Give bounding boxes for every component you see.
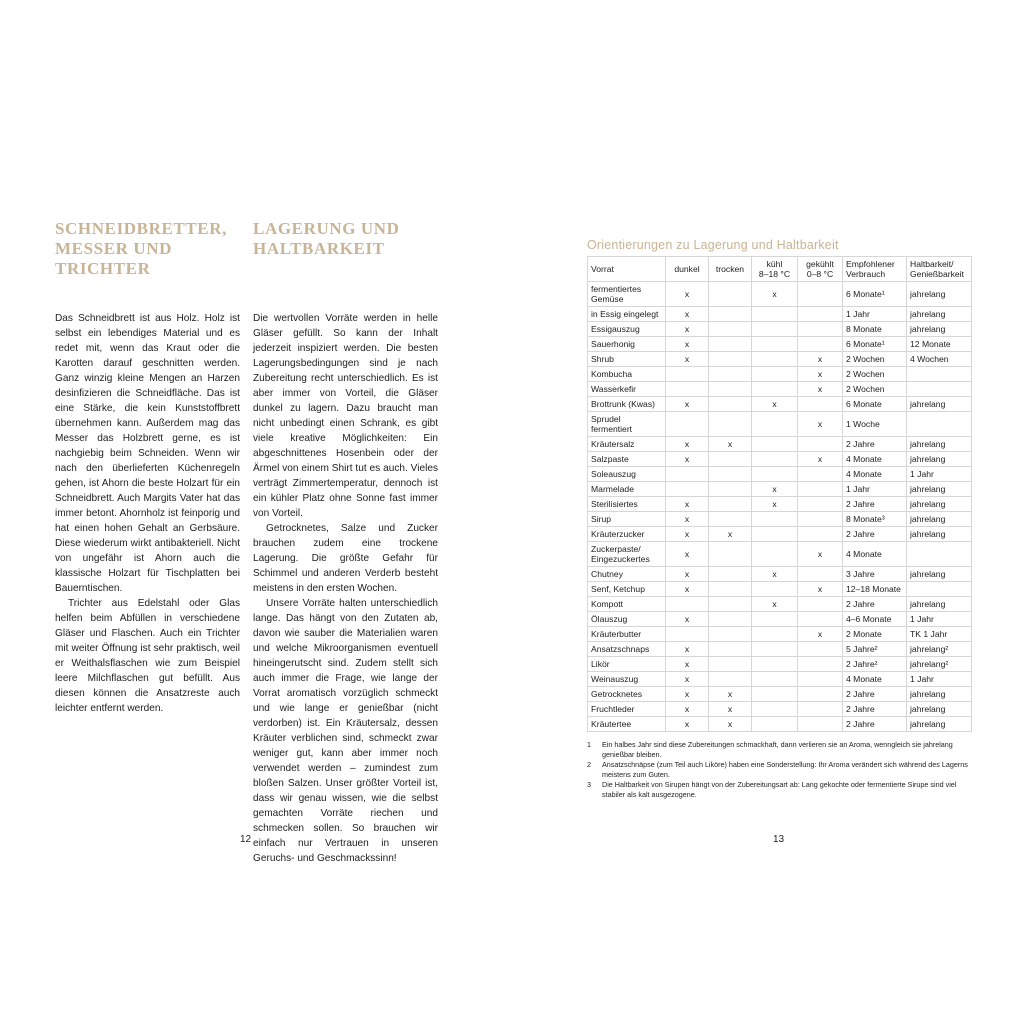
table-cell: x xyxy=(798,412,843,437)
table-cell: jahrelang xyxy=(907,322,972,337)
table-cell: jahrelang² xyxy=(907,642,972,657)
table-row xyxy=(588,567,972,582)
table-row xyxy=(588,582,972,597)
column-header: dunkel xyxy=(666,257,709,282)
table-cell xyxy=(709,352,752,367)
row-label: Sprudel fermentiert xyxy=(588,412,666,437)
column-header: trocken xyxy=(709,257,752,282)
table-cell xyxy=(666,412,709,437)
table-cell xyxy=(752,582,798,597)
table-cell xyxy=(907,412,972,437)
table-cell xyxy=(798,717,843,732)
row-label: Kräutertee xyxy=(588,717,666,732)
table-cell xyxy=(798,467,843,482)
row-label: in Essig eingelegt xyxy=(588,307,666,322)
table-cell: 8 Monate xyxy=(843,322,907,337)
table-cell xyxy=(907,542,972,567)
table-cell: 4 Monate xyxy=(843,672,907,687)
table-row xyxy=(588,482,972,497)
paragraph: Unsere Vorräte halten unterschiedlich lange. Das hängt von den Zutaten ab, davon wie sauber die Materialien waren und welche Mikroorganismen eventuell hineingerutscht sind. Zudem stellt sich auch immer die Frage, wie lange der Vorrat aromatisch vorzüglich schmeckt und wie lange er genießbar (nicht verdorben) ist. Ein Kräutersalz, dessen Kräuter verblichen sind, schmeckt zwar weniger gut, kann aber immer noch verwendet werden – zumindest zum bloßen Salzen. Unser größter Vorteil ist, dass wir genau wissen, wie die selbst gemachten Vorräte riechen und schmecken sollen. So brauchen wir einfach nur Vertrauen in unseren Geruchs- und Geschmackssinn! xyxy=(253,598,438,864)
table-cell xyxy=(709,467,752,482)
footnote xyxy=(587,760,973,779)
table-cell: 2 Jahre xyxy=(843,527,907,542)
table-cell: x xyxy=(666,642,709,657)
table-cell: 4 Monate xyxy=(843,467,907,482)
table-cell xyxy=(709,382,752,397)
table-cell: x xyxy=(798,352,843,367)
heading-lagerung xyxy=(253,219,400,259)
table-cell xyxy=(798,612,843,627)
table-row xyxy=(588,307,972,322)
table-cell xyxy=(752,512,798,527)
table-cell: x xyxy=(666,397,709,412)
table-cell: x xyxy=(798,452,843,467)
table-header-row xyxy=(588,257,972,282)
table-cell xyxy=(798,597,843,612)
table-cell: x xyxy=(666,352,709,367)
table-cell: x xyxy=(798,582,843,597)
table-cell: x xyxy=(666,307,709,322)
table-cell: jahrelang xyxy=(907,597,972,612)
heading-line: HALTBARKEIT xyxy=(253,239,385,258)
table-cell: 2 Jahre² xyxy=(843,657,907,672)
table-cell xyxy=(798,497,843,512)
table-row xyxy=(588,687,972,702)
column-header: Haltbarkeit/ Genießbarkeit xyxy=(907,257,972,282)
table-row xyxy=(588,337,972,352)
column-header: kühl 8–18 °C xyxy=(752,257,798,282)
table-row xyxy=(588,322,972,337)
row-label: Getrocknetes xyxy=(588,687,666,702)
footnote-number: 2 xyxy=(587,760,591,769)
table-cell: 2 Jahre xyxy=(843,597,907,612)
table-cell xyxy=(752,687,798,702)
table-cell: x xyxy=(709,527,752,542)
column-header: Vorrat xyxy=(588,257,666,282)
footnotes xyxy=(587,740,973,800)
table-cell xyxy=(709,642,752,657)
table-cell: jahrelang² xyxy=(907,657,972,672)
table-cell xyxy=(709,627,752,642)
table-cell: x xyxy=(666,717,709,732)
table-cell xyxy=(752,612,798,627)
table-cell: x xyxy=(752,282,798,307)
table-cell xyxy=(709,452,752,467)
footnote-text: Ein halbes Jahr sind diese Zubereitungen schmackhaft, dann verlieren sie an Aroma, wenngleich sie jahrelang genießbar bleiben. xyxy=(602,740,953,759)
table-cell: 1 Woche xyxy=(843,412,907,437)
table-row xyxy=(588,642,972,657)
table-cell: 12–18 Monate xyxy=(843,582,907,597)
table-cell: x xyxy=(666,567,709,582)
table-row xyxy=(588,382,972,397)
table-cell: 1 Jahr xyxy=(907,467,972,482)
heading-schneidbretter xyxy=(55,219,227,279)
row-label: Sirup xyxy=(588,512,666,527)
table-cell xyxy=(752,452,798,467)
table-row xyxy=(588,282,972,307)
table-cell xyxy=(798,437,843,452)
table-row xyxy=(588,717,972,732)
paragraph: Die wertvollen Vorräte werden in helle Gläser gefüllt. So kann der Inhalt jederzeit inspiziert werden. Die besten Lagerungsbedingungen sind je nach Zubereitung recht unterschiedlich. Es ist aber immer von Vorteil, die Gläser dunkel zu lagern. Dazu braucht man nicht unbedingt einen Schrank, es gibt viele kreative Möglichkeiten: Ein abgeschnittenes Hosenbein oder der Ärmel von einem Shirt tut es auch. Vieles verträgt Zimmertemperatur, dennoch ist ein kühler Platz ohne Sonne fast immer von Vorteil. xyxy=(253,313,438,519)
table-cell xyxy=(798,397,843,412)
table-cell: x xyxy=(666,612,709,627)
footnote xyxy=(587,740,973,759)
table-cell xyxy=(752,627,798,642)
table-cell: x xyxy=(798,382,843,397)
row-label: Likör xyxy=(588,657,666,672)
row-label: Kombucha xyxy=(588,367,666,382)
row-label: Fruchtleder xyxy=(588,702,666,717)
table-cell: TK 1 Jahr xyxy=(907,627,972,642)
table-cell xyxy=(709,497,752,512)
table-cell: x xyxy=(666,542,709,567)
table-cell: 6 Monate xyxy=(843,397,907,412)
table-row xyxy=(588,497,972,512)
paragraph: Das Schneidbrett ist aus Holz. Holz ist selbst ein lebendiges Material und es redet mit, wenn das Kraut oder die Karotten darauf geschnitten werden. Ganz winzig kleine Mengen an Harzen desinfizieren die Schneidfläche. Das ist eine Stärke, die kein Kunststoffbrett übernehmen kann. Außerdem mag das Messer das Holzbrett gerne, es ist nachgiebig beim Schneiden. Wenn wir nach den überlieferten Küchenregeln gehen, ist Ahorn die beste Holzart für ein Schneidbrett. Auch Margits Vater hat das immer betont. Ahornholz ist feinporig und hat einen hohen Gehalt an Gerbsäure. Diese wiederum wirkt antibakteriell. Nicht von ungefähr ist Ahorn auch die klassische Holzart für Tischplatten bei Bauerntischen. xyxy=(55,313,240,594)
row-label: Wasserkefir xyxy=(588,382,666,397)
table-row xyxy=(588,527,972,542)
table-cell: jahrelang xyxy=(907,307,972,322)
table-cell xyxy=(752,642,798,657)
table-row xyxy=(588,452,972,467)
table-cell: x xyxy=(709,717,752,732)
heading-line: SCHNEIDBRETTER, xyxy=(55,219,227,238)
table-cell xyxy=(666,367,709,382)
table-cell xyxy=(798,322,843,337)
table-cell: 2 Wochen xyxy=(843,382,907,397)
table-cell xyxy=(907,582,972,597)
row-label: Sauerhonig xyxy=(588,337,666,352)
footnote-text: Die Haltbarkeit von Sirupen hängt von der Zubereitungsart ab: Lang gekochte oder fermentierte Sirupe sind viel stabiler als kalt ausgezogene. xyxy=(602,780,957,799)
table-cell xyxy=(666,627,709,642)
table-cell xyxy=(666,597,709,612)
table-cell: x xyxy=(666,497,709,512)
table-row xyxy=(588,627,972,642)
table-cell: 12 Monate xyxy=(907,337,972,352)
table-cell: x xyxy=(709,687,752,702)
table-cell xyxy=(709,482,752,497)
table-cell: jahrelang xyxy=(907,687,972,702)
table-cell: jahrelang xyxy=(907,452,972,467)
table-cell xyxy=(798,687,843,702)
table-cell: x xyxy=(752,597,798,612)
table-cell: 5 Jahre² xyxy=(843,642,907,657)
table-cell xyxy=(752,367,798,382)
row-label: Sterilisiertes xyxy=(588,497,666,512)
table-cell: 4–6 Monate xyxy=(843,612,907,627)
footnote-number: 3 xyxy=(587,780,591,789)
table-cell xyxy=(709,397,752,412)
text-column-1 xyxy=(55,311,240,716)
column-header: Empfohlener Verbrauch xyxy=(843,257,907,282)
table-cell: jahrelang xyxy=(907,482,972,497)
table-row xyxy=(588,702,972,717)
table-row xyxy=(588,542,972,567)
table-row xyxy=(588,352,972,367)
table-cell: x xyxy=(666,582,709,597)
paragraph: Trichter aus Edelstahl oder Glas helfen beim Abfüllen in verschiedene Gläser und Flaschen. Auch ein Trichter mit weiter Öffnung ist sehr praktisch, weil er Weithalsflaschen wie zum Beispiel leere Milchflaschen gut befüllt. Aus diesen können die Ansatzreste auch leichter entfernt werden. xyxy=(55,598,240,714)
table-cell xyxy=(798,307,843,322)
table-cell: x xyxy=(666,672,709,687)
row-label: fermentiertes Gemüse xyxy=(588,282,666,307)
table-cell xyxy=(798,527,843,542)
heading-line: TRICHTER xyxy=(55,259,151,278)
footnote-number: 1 xyxy=(587,740,591,749)
table-cell: 4 Monate xyxy=(843,452,907,467)
table-cell: x xyxy=(666,437,709,452)
table-cell xyxy=(666,467,709,482)
heading-line: LAGERUNG UND xyxy=(253,219,400,238)
table-cell: jahrelang xyxy=(907,437,972,452)
table-row xyxy=(588,467,972,482)
row-label: Brottrunk (Kwas) xyxy=(588,397,666,412)
table-title: Orientierungen zu Lagerung und Haltbarkeit xyxy=(587,238,839,252)
table-cell: 2 Jahre xyxy=(843,437,907,452)
row-label: Kräuterzucker xyxy=(588,527,666,542)
table-cell xyxy=(752,352,798,367)
table-cell xyxy=(798,702,843,717)
table-cell xyxy=(709,307,752,322)
row-label: Marmelade xyxy=(588,482,666,497)
table-cell: x xyxy=(666,452,709,467)
table-cell: 2 Jahre xyxy=(843,717,907,732)
table-cell xyxy=(709,612,752,627)
table-cell: 2 Jahre xyxy=(843,687,907,702)
table-cell: jahrelang xyxy=(907,512,972,527)
table-cell: x xyxy=(666,512,709,527)
footnote xyxy=(587,780,973,799)
table-cell: jahrelang xyxy=(907,527,972,542)
table-row xyxy=(588,597,972,612)
table-cell xyxy=(798,282,843,307)
row-label: Ölauszug xyxy=(588,612,666,627)
table-cell: jahrelang xyxy=(907,567,972,582)
table-cell xyxy=(752,412,798,437)
table-cell xyxy=(798,567,843,582)
table-cell: x xyxy=(666,657,709,672)
table-cell: x xyxy=(666,322,709,337)
table-cell xyxy=(709,657,752,672)
table-cell: x xyxy=(666,282,709,307)
row-label: Ansatzschnaps xyxy=(588,642,666,657)
table-cell xyxy=(752,657,798,672)
row-label: Kräuterbutter xyxy=(588,627,666,642)
table-row xyxy=(588,672,972,687)
table-cell: 8 Monate³ xyxy=(843,512,907,527)
table-cell xyxy=(709,337,752,352)
table-cell xyxy=(709,672,752,687)
table-cell xyxy=(709,322,752,337)
table-cell xyxy=(709,367,752,382)
table-cell: x xyxy=(752,482,798,497)
table-cell xyxy=(752,437,798,452)
column-header: gekühlt 0–8 °C xyxy=(798,257,843,282)
table-cell: 2 Wochen xyxy=(843,352,907,367)
table-cell: jahrelang xyxy=(907,397,972,412)
table-cell xyxy=(709,282,752,307)
table-cell: jahrelang xyxy=(907,282,972,307)
row-label: Senf, Ketchup xyxy=(588,582,666,597)
table-cell: jahrelang xyxy=(907,497,972,512)
table-cell: x xyxy=(798,367,843,382)
table-cell xyxy=(666,382,709,397)
row-label: Zuckerpaste/ Eingezuckertes xyxy=(588,542,666,567)
table-cell xyxy=(798,337,843,352)
storage-table xyxy=(587,256,972,732)
table-cell xyxy=(798,672,843,687)
table-row xyxy=(588,367,972,382)
table-row xyxy=(588,437,972,452)
table-cell xyxy=(709,582,752,597)
table-row xyxy=(588,657,972,672)
table-cell: x xyxy=(798,542,843,567)
row-label: Kompott xyxy=(588,597,666,612)
row-label: Salzpaste xyxy=(588,452,666,467)
table-cell xyxy=(752,527,798,542)
table-cell: x xyxy=(666,527,709,542)
row-label: Kräutersalz xyxy=(588,437,666,452)
table-cell xyxy=(752,337,798,352)
table-row xyxy=(588,512,972,527)
table-cell: 4 Monate xyxy=(843,542,907,567)
table-cell xyxy=(752,322,798,337)
table-cell: 2 Jahre xyxy=(843,497,907,512)
table-cell: x xyxy=(752,497,798,512)
table-cell: jahrelang xyxy=(907,702,972,717)
table-cell: x xyxy=(666,687,709,702)
text-column-2 xyxy=(253,311,438,866)
table-cell: 3 Jahre xyxy=(843,567,907,582)
table-cell: 1 Jahr xyxy=(843,482,907,497)
table-cell xyxy=(907,367,972,382)
table-cell: x xyxy=(798,627,843,642)
paragraph: Getrocknetes, Salze und Zucker brauchen zudem eine trockene Lagerung. Die größte Gefahr für Schimmel und anderen Verderb besteht meistens in den ersten Wochen. xyxy=(253,523,438,594)
row-label: Essigauszug xyxy=(588,322,666,337)
table-cell: jahrelang xyxy=(907,717,972,732)
table-cell: 2 Wochen xyxy=(843,367,907,382)
table-cell: x xyxy=(752,567,798,582)
table-cell: x xyxy=(666,337,709,352)
table-cell: x xyxy=(752,397,798,412)
table-cell: x xyxy=(666,702,709,717)
table-cell: 6 Monate¹ xyxy=(843,282,907,307)
heading-line: MESSER UND xyxy=(55,239,172,258)
table-cell xyxy=(709,512,752,527)
footnote-text: Ansatzschnäpse (zum Teil auch Liköre) haben eine Sonderstellung: Ihr Aroma verändert sich während des Lagerns meistens zum Guten. xyxy=(602,760,968,779)
table-cell: 4 Wochen xyxy=(907,352,972,367)
table-cell xyxy=(752,467,798,482)
table-row xyxy=(588,412,972,437)
table-cell xyxy=(709,567,752,582)
row-label: Chutney xyxy=(588,567,666,582)
table-cell: 6 Monate¹ xyxy=(843,337,907,352)
table-cell xyxy=(666,482,709,497)
table-cell xyxy=(798,657,843,672)
table-cell: 1 Jahr xyxy=(907,672,972,687)
table-cell xyxy=(907,382,972,397)
table-cell xyxy=(709,597,752,612)
page-number-left: 12 xyxy=(240,834,252,845)
table-cell xyxy=(709,542,752,567)
row-label: Soleauszug xyxy=(588,467,666,482)
table-cell xyxy=(798,482,843,497)
table-cell: 1 Jahr xyxy=(843,307,907,322)
table-cell: 1 Jahr xyxy=(907,612,972,627)
table-cell xyxy=(752,542,798,567)
page-number-right: 13 xyxy=(773,834,785,845)
table-cell: x xyxy=(709,702,752,717)
table-row xyxy=(588,612,972,627)
row-label: Shrub xyxy=(588,352,666,367)
table-cell xyxy=(798,512,843,527)
table-cell xyxy=(798,642,843,657)
row-label: Weinauszug xyxy=(588,672,666,687)
table-cell: x xyxy=(709,437,752,452)
table-cell xyxy=(709,412,752,437)
table-cell xyxy=(752,382,798,397)
table-cell xyxy=(752,702,798,717)
table-cell xyxy=(752,672,798,687)
table-row xyxy=(588,397,972,412)
table-cell: 2 Monate xyxy=(843,627,907,642)
table-cell xyxy=(752,307,798,322)
table-cell: 2 Jahre xyxy=(843,702,907,717)
table-cell xyxy=(752,717,798,732)
